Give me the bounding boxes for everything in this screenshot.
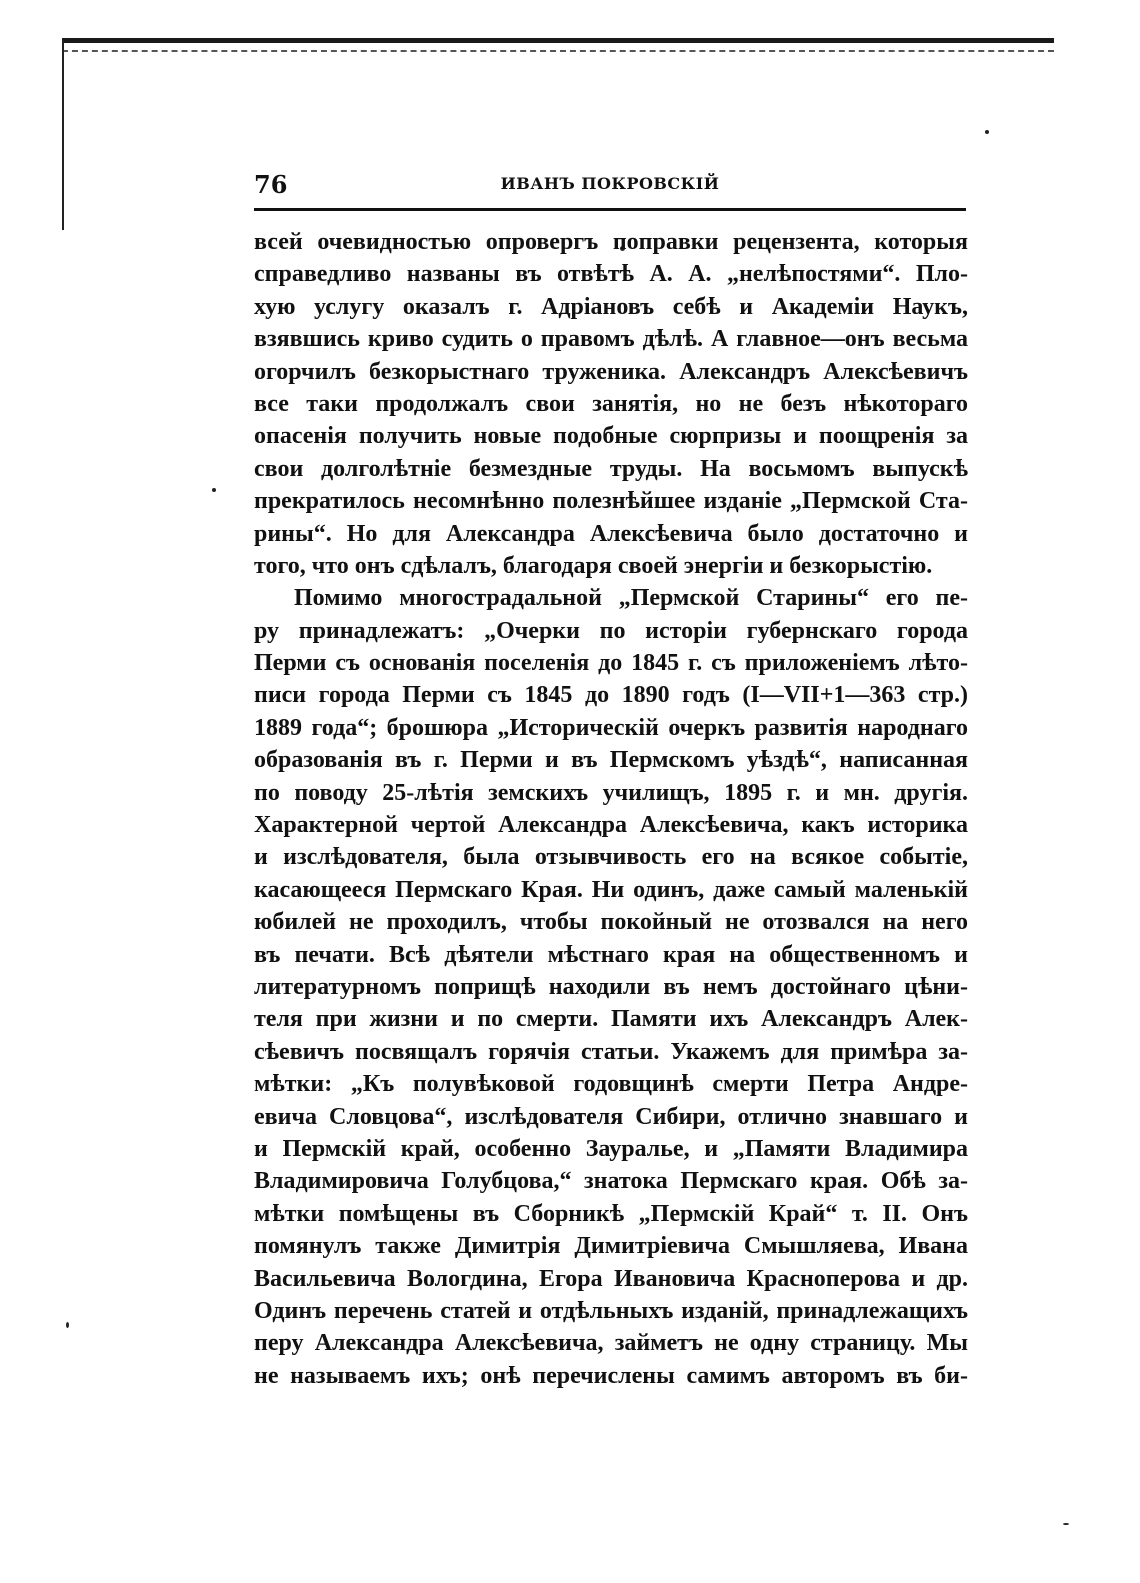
- scan-speck: [1063, 1523, 1069, 1525]
- text-line: Васильевича Вологдина, Егора Ивановича Красноперова и др.: [254, 1265, 968, 1292]
- text-line: теля при жизни и по смерти. Памяти ихъ Александръ Алек-: [254, 1006, 968, 1033]
- text-line: Помимо многострадальной „Пермской Старины“ его пе-: [294, 585, 968, 612]
- text-line: въ печати. Всѣ дѣятели мѣстнаго края на общественномъ и: [254, 941, 968, 968]
- text-line: мѣтки помѣщены въ Сборникѣ „Пермскій Край“ т. II. Онъ: [254, 1200, 968, 1227]
- text-line: писи города Перми съ 1845 до 1890 годъ (I—VII+1—363 стр.): [254, 682, 968, 709]
- text-line: и изслѣдователя, была отзывчивость его на всякое событіе,: [254, 844, 968, 871]
- text-line: перу Александра Алексѣевича, займетъ не одну страницу. Мы: [254, 1330, 968, 1357]
- text-line: помянулъ также Димитрія Димитріевича Смышляева, Ивана: [254, 1233, 968, 1260]
- text-line: 1889 года“; брошюра „Историческій очеркъ развитія народнаго: [254, 714, 968, 741]
- text-line: ру принадлежатъ: „Очерки по исторіи губернскаго города: [254, 617, 968, 644]
- page-left-border: [62, 40, 64, 230]
- text-line: сѣевичъ посвящалъ горячія статьи. Укажемъ для примѣра за-: [254, 1038, 968, 1065]
- text-line: взявшись криво судить о правомъ дѣлѣ. А главное—онъ весьма: [254, 326, 968, 353]
- text-line: Характерной чертой Александра Алексѣевича, какъ историка: [254, 812, 968, 839]
- text-line: касающееся Пермскаго Края. Ни одинъ, даже самый маленькій: [254, 876, 968, 903]
- body-text: [254, 226, 968, 1392]
- text-line: мѣтки: „Къ полувѣковой годовщинѣ смерти Петра Андре-: [254, 1071, 968, 1098]
- text-line: опасенія получить новые подобные сюрпризы и поощренія за: [254, 423, 968, 450]
- text-line: образованія въ г. Перми и въ Пермскомъ уѣздѣ“, написанная: [254, 747, 968, 774]
- text-line: прекратилось несомнѣнно полезнѣйшее изданіе „Пермской Ста-: [254, 488, 968, 515]
- text-line: литературномъ поприщѣ находили въ немъ достойнаго цѣни-: [254, 973, 968, 1000]
- text-line: хую услугу оказалъ г. Адріановъ себѣ и Академіи Наукъ,: [254, 293, 968, 320]
- text-line: того, что онъ сдѣлалъ, благодаря своей энергіи и безкорыстію.: [254, 552, 933, 579]
- text-line: Владимировича Голубцова,“ знатока Пермскаго края. Обѣ за-: [254, 1168, 968, 1195]
- text-line: рины“. Но для Александра Алексѣевича было достаточно и: [254, 520, 968, 547]
- page-header: [254, 168, 966, 211]
- text-line: все таки продолжалъ свои занятія, но не безъ нѣкотораго: [254, 390, 968, 417]
- text-line: юбилей не проходилъ, чтобы покойный не отозвался на него: [254, 909, 968, 936]
- scan-speck: [212, 488, 216, 492]
- text-line: огорчилъ безкорыстнаго труженика. Александръ Алексѣевичъ: [254, 358, 968, 385]
- page-number: 76: [254, 170, 288, 199]
- text-line: всей очевидностью опровергъ поправки рецензента, которыя: [254, 229, 968, 255]
- scan-speck: [66, 1322, 69, 1328]
- text-line: евича Словцова“, изслѣдователя Сибири, отлично знавшаго и: [254, 1103, 968, 1130]
- running-title: ИВАНЪ ПОКРОВСКІЙ: [500, 174, 720, 193]
- text-line: свои долголѣтніе безмездные труды. На восьмомъ выпускѣ: [254, 455, 968, 482]
- text-line: Одинъ перечень статей и отдѣльныхъ изданій, принадлежащихъ: [254, 1297, 968, 1324]
- text-line: и Пермскій край, особенно Зауралье, и „Памяти Владимира: [254, 1135, 968, 1162]
- text-line: по поводу 25-лѣтія земскихъ училищъ, 1895 г. и мн. другія.: [254, 779, 968, 806]
- text-line: не называемъ ихъ; онѣ перечислены самимъ авторомъ въ би-: [254, 1362, 968, 1389]
- text-line: справедливо названы въ отвѣтѣ А. А. „нелѣпостями“. Пло-: [254, 261, 968, 288]
- scan-speck: [985, 130, 989, 134]
- page-top-border: [62, 38, 1054, 59]
- text-line: Перми съ основанія поселенія до 1845 г. съ приложеніемъ лѣто-: [254, 650, 968, 677]
